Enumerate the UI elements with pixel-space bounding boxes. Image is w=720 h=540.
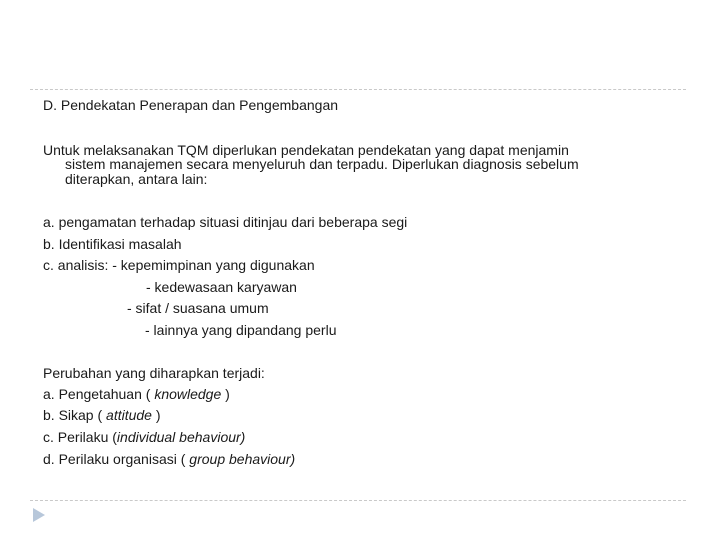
change-d-term: group behaviour) xyxy=(189,451,296,467)
analysis-subitem: - sifat / suasana umum xyxy=(127,300,269,316)
slide-heading: D. Pendekatan Penerapan dan Pengembangan xyxy=(43,97,339,113)
change-b-label: b. Sikap ( xyxy=(43,407,107,423)
approach-a: a. pengamatan terhadap situasi ditinjau dari beberapa segi xyxy=(43,214,408,230)
change-c-label: c. Perilaku ( xyxy=(43,429,117,445)
triangle-right-icon xyxy=(33,508,45,522)
change-d-label: d. Perilaku organisasi ( xyxy=(43,451,190,467)
intro-line-2: sistem manajemen secara menyeluruh dan terpadu. Diperlukan diagnosis sebelum xyxy=(65,156,579,172)
analysis-subitem: - lainnya yang dipandang perlu xyxy=(145,322,337,338)
change-b xyxy=(43,407,683,423)
change-c xyxy=(43,429,683,445)
intro-line-1: Untuk melaksanakan TQM diperlukan pendekatan pendekatan yang dapat menjamin xyxy=(43,142,569,158)
changes-title: Perubahan yang diharapkan terjadi: xyxy=(43,365,265,381)
change-d xyxy=(43,451,683,467)
change-b-term: attitude xyxy=(106,407,152,423)
change-a-label: a. Pengetahuan ( xyxy=(43,386,155,402)
top-divider xyxy=(30,89,686,90)
change-a-close: ) xyxy=(221,386,230,402)
approach-c: c. analisis: - kepemimpinan yang digunakan xyxy=(43,257,315,273)
change-c-term: individual behaviour) xyxy=(116,429,246,445)
approach-b: b. Identifikasi masalah xyxy=(43,236,182,252)
intro-line-3: diterapkan, antara lain: xyxy=(65,171,208,187)
analysis-subitem: - kedewasaan karyawan xyxy=(146,279,297,295)
bottom-divider xyxy=(30,500,686,501)
change-a-term: knowledge xyxy=(154,386,222,402)
change-a xyxy=(43,386,683,402)
change-b-close: ) xyxy=(151,407,161,423)
